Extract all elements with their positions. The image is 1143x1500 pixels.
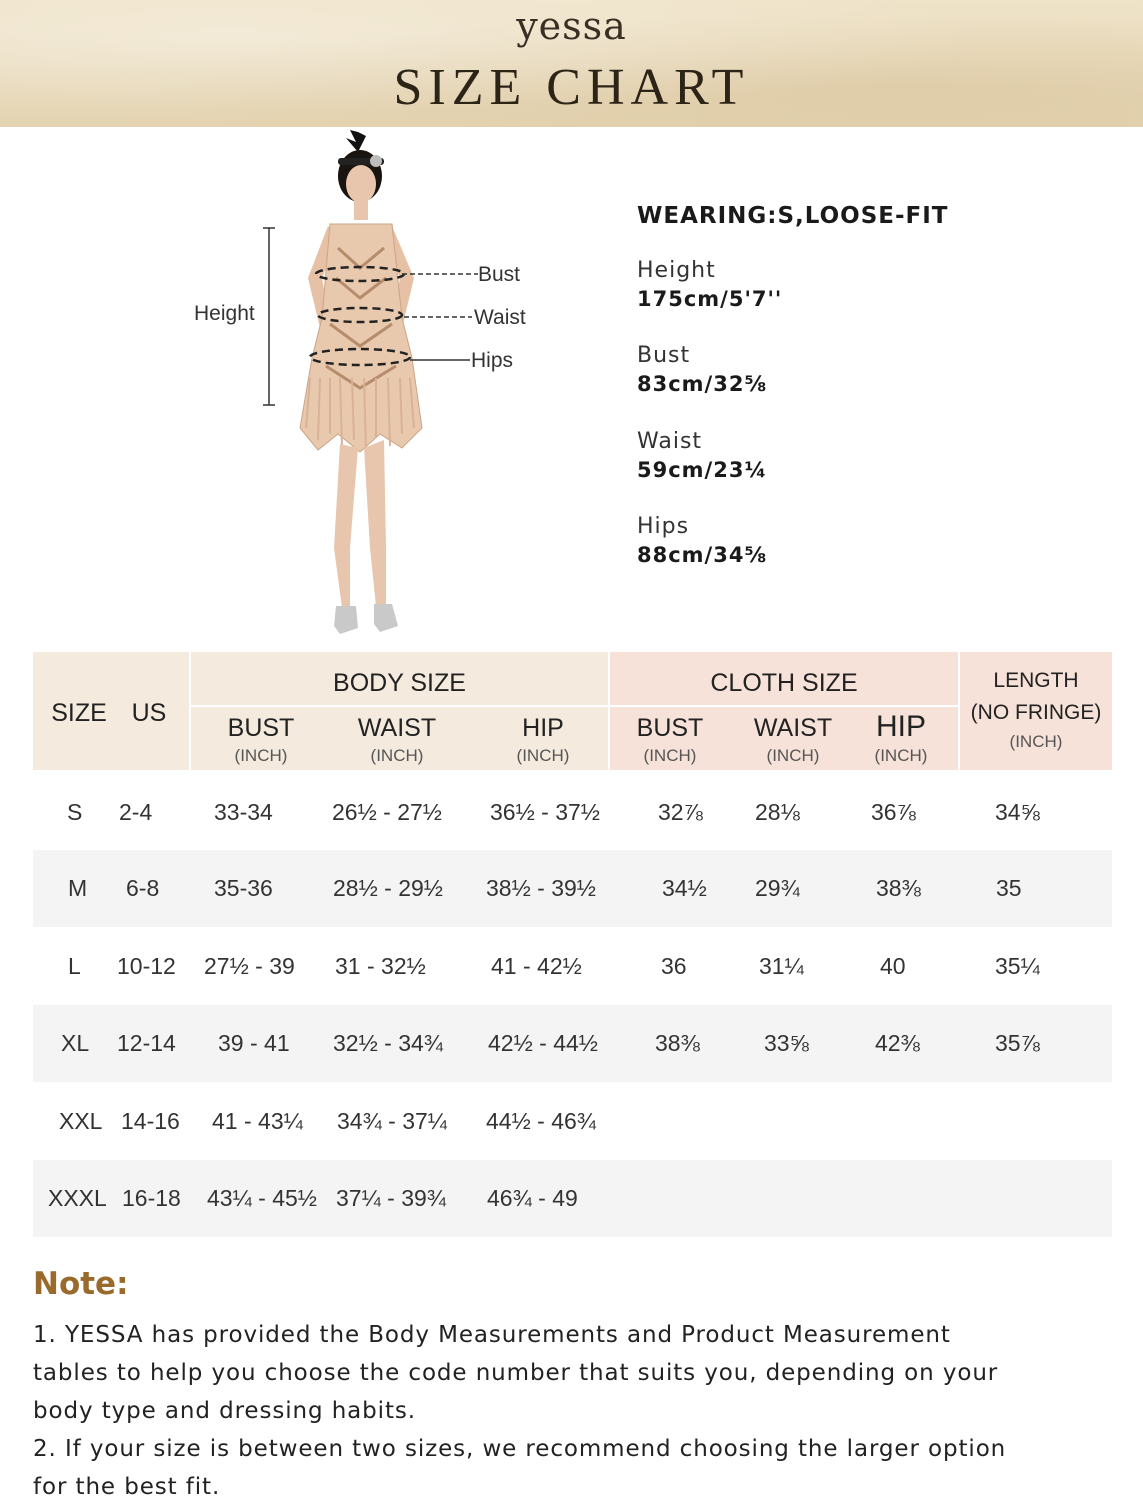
body-hip-cell: 38½ - 39½ <box>486 875 596 901</box>
header-size: SIZE <box>51 699 107 727</box>
body-hip-cell: 41 - 42½ <box>491 953 582 979</box>
wearing-bust-label: Bust <box>637 343 691 368</box>
header-body-bust: BUST <box>227 714 295 742</box>
body-hip-cell: 42½ - 44½ <box>488 1030 598 1056</box>
cloth-waist-cell: 33⅝ <box>764 1030 809 1056</box>
wearing-height-label: Height <box>637 258 716 283</box>
length-cell: 35¼ <box>995 953 1040 979</box>
header-body-waist-unit: (INCH) <box>370 746 424 765</box>
us-cell: 16-18 <box>122 1185 181 1211</box>
right-shoe <box>374 604 398 632</box>
body-waist-cell: 28½ - 29½ <box>333 875 443 901</box>
neck <box>354 200 368 220</box>
size-cell: XXXL <box>48 1185 107 1211</box>
body-bust-cell: 35-36 <box>214 875 273 901</box>
us-cell: 10-12 <box>117 953 176 979</box>
size-cell: XL <box>61 1030 90 1056</box>
header-cloth-hip: HIP <box>875 710 926 743</box>
length-cell: 35⅞ <box>995 1030 1040 1056</box>
length-cell: 35 <box>996 875 1022 901</box>
table-row <box>33 1005 1112 1082</box>
left-leg <box>334 444 358 608</box>
body-hip-cell: 44½ - 46¾ <box>486 1108 596 1134</box>
brand-logo: yessa <box>516 4 627 48</box>
header-cloth-waist: WAIST <box>753 714 833 742</box>
cloth-hip-cell: 36⅞ <box>871 799 916 825</box>
face <box>346 165 376 203</box>
wearing-title: WEARING:S,LOOSE-FIT <box>637 203 949 229</box>
body-waist-cell: 31 - 32½ <box>335 953 426 979</box>
feather-headpiece <box>346 130 366 152</box>
cloth-hip-cell: 42⅜ <box>875 1030 920 1056</box>
header-no-fringe: (NO FRINGE) <box>970 701 1102 724</box>
header-body-bust-unit: (INCH) <box>234 746 288 765</box>
cloth-bust-cell: 34½ <box>662 875 707 901</box>
body-waist-cell: 26½ - 27½ <box>332 799 442 825</box>
header-body-size: BODY SIZE <box>333 669 466 697</box>
header-length-unit: (INCH) <box>1009 732 1063 751</box>
cloth-bust-cell: 38⅜ <box>655 1030 700 1056</box>
body-waist-cell: 37¼ - 39¾ <box>336 1185 446 1211</box>
hips-label: Hips <box>471 349 514 372</box>
page-title: SIZE CHART <box>393 59 750 116</box>
table-row <box>33 774 1112 851</box>
body-bust-cell: 33-34 <box>214 799 273 825</box>
body-waist-cell: 32½ - 34¾ <box>333 1030 443 1056</box>
note-line: 2. If your size is between two sizes, we recommend choosing the larger option <box>33 1436 1007 1462</box>
header-us: US <box>131 699 167 727</box>
header-banner <box>0 0 1143 127</box>
header-body-waist: WAIST <box>357 714 437 742</box>
wearing-hips-value: 88cm/34⅝ <box>637 543 768 567</box>
header-body-hip: HIP <box>522 714 564 742</box>
cloth-waist-cell: 29¾ <box>755 875 800 901</box>
headband-jewel <box>370 155 382 167</box>
cloth-waist-cell: 28⅛ <box>755 799 800 825</box>
size-cell: XXL <box>59 1108 103 1134</box>
note-line: 1. YESSA has provided the Body Measurements and Product Measurement <box>33 1322 951 1348</box>
us-cell: 2-4 <box>119 799 153 825</box>
body-hip-cell: 46¾ - 49 <box>487 1185 578 1211</box>
right-leg <box>364 440 386 606</box>
size-cell: S <box>67 799 83 825</box>
length-cell: 34⅝ <box>995 799 1040 825</box>
wearing-bust-value: 83cm/32⅝ <box>637 372 768 396</box>
note-line: for the best fit. <box>33 1474 221 1500</box>
height-label: Height <box>194 302 255 325</box>
header-cloth-hip-unit: (INCH) <box>874 746 928 765</box>
table-row <box>33 1083 1112 1160</box>
cloth-bust-cell: 32⅞ <box>658 799 703 825</box>
body-bust-cell: 39 - 41 <box>218 1030 290 1056</box>
header-cloth-size: CLOTH SIZE <box>710 669 858 697</box>
wearing-waist-value: 59cm/23¼ <box>637 458 768 482</box>
header-cloth-bust-unit: (INCH) <box>643 746 697 765</box>
us-cell: 14-16 <box>121 1108 180 1134</box>
us-cell: 12-14 <box>117 1030 176 1056</box>
size-cell: L <box>68 953 81 979</box>
header-body-hip-unit: (INCH) <box>516 746 570 765</box>
model-figure <box>180 128 550 643</box>
waist-label: Waist <box>474 306 526 329</box>
note-line: body type and dressing habits. <box>33 1398 416 1424</box>
header-cloth-bust: BUST <box>636 714 704 742</box>
wearing-waist-label: Waist <box>637 429 703 454</box>
cloth-waist-cell: 31¼ <box>759 953 804 979</box>
wearing-hips-label: Hips <box>637 514 690 539</box>
wearing-height-value: 175cm/5'7'' <box>637 287 783 311</box>
wearing-bust <box>637 343 767 396</box>
header-divider <box>191 705 958 707</box>
bust-label: Bust <box>478 263 521 286</box>
size-cell: M <box>68 875 88 901</box>
model-illustration <box>180 128 550 643</box>
body-waist-cell: 34¾ - 37¼ <box>337 1108 447 1134</box>
left-shoe <box>334 606 358 634</box>
cloth-hip-cell: 40 <box>880 953 906 979</box>
table-row <box>33 1160 1112 1237</box>
note-line: tables to help you choose the code number that suits you, depending on your <box>33 1360 999 1386</box>
header-cloth-waist-unit: (INCH) <box>766 746 820 765</box>
model-wearing-info <box>637 203 1097 567</box>
wearing-hips <box>637 514 767 567</box>
cloth-hip-cell: 38⅜ <box>876 875 921 901</box>
wearing-waist <box>637 429 767 482</box>
body-bust-cell: 43¼ - 45½ <box>207 1185 317 1211</box>
us-cell: 6-8 <box>126 875 160 901</box>
note-title: Note: <box>33 1266 129 1302</box>
body-bust-cell: 41 - 43¼ <box>212 1108 303 1134</box>
cloth-bust-cell: 36 <box>661 953 687 979</box>
table-row <box>33 928 1112 1005</box>
wearing-height <box>637 258 782 311</box>
header-length: LENGTH <box>993 669 1079 692</box>
body-hip-cell: 36½ - 37½ <box>490 799 600 825</box>
body-bust-cell: 27½ - 39 <box>204 953 295 979</box>
table-row <box>33 850 1112 927</box>
